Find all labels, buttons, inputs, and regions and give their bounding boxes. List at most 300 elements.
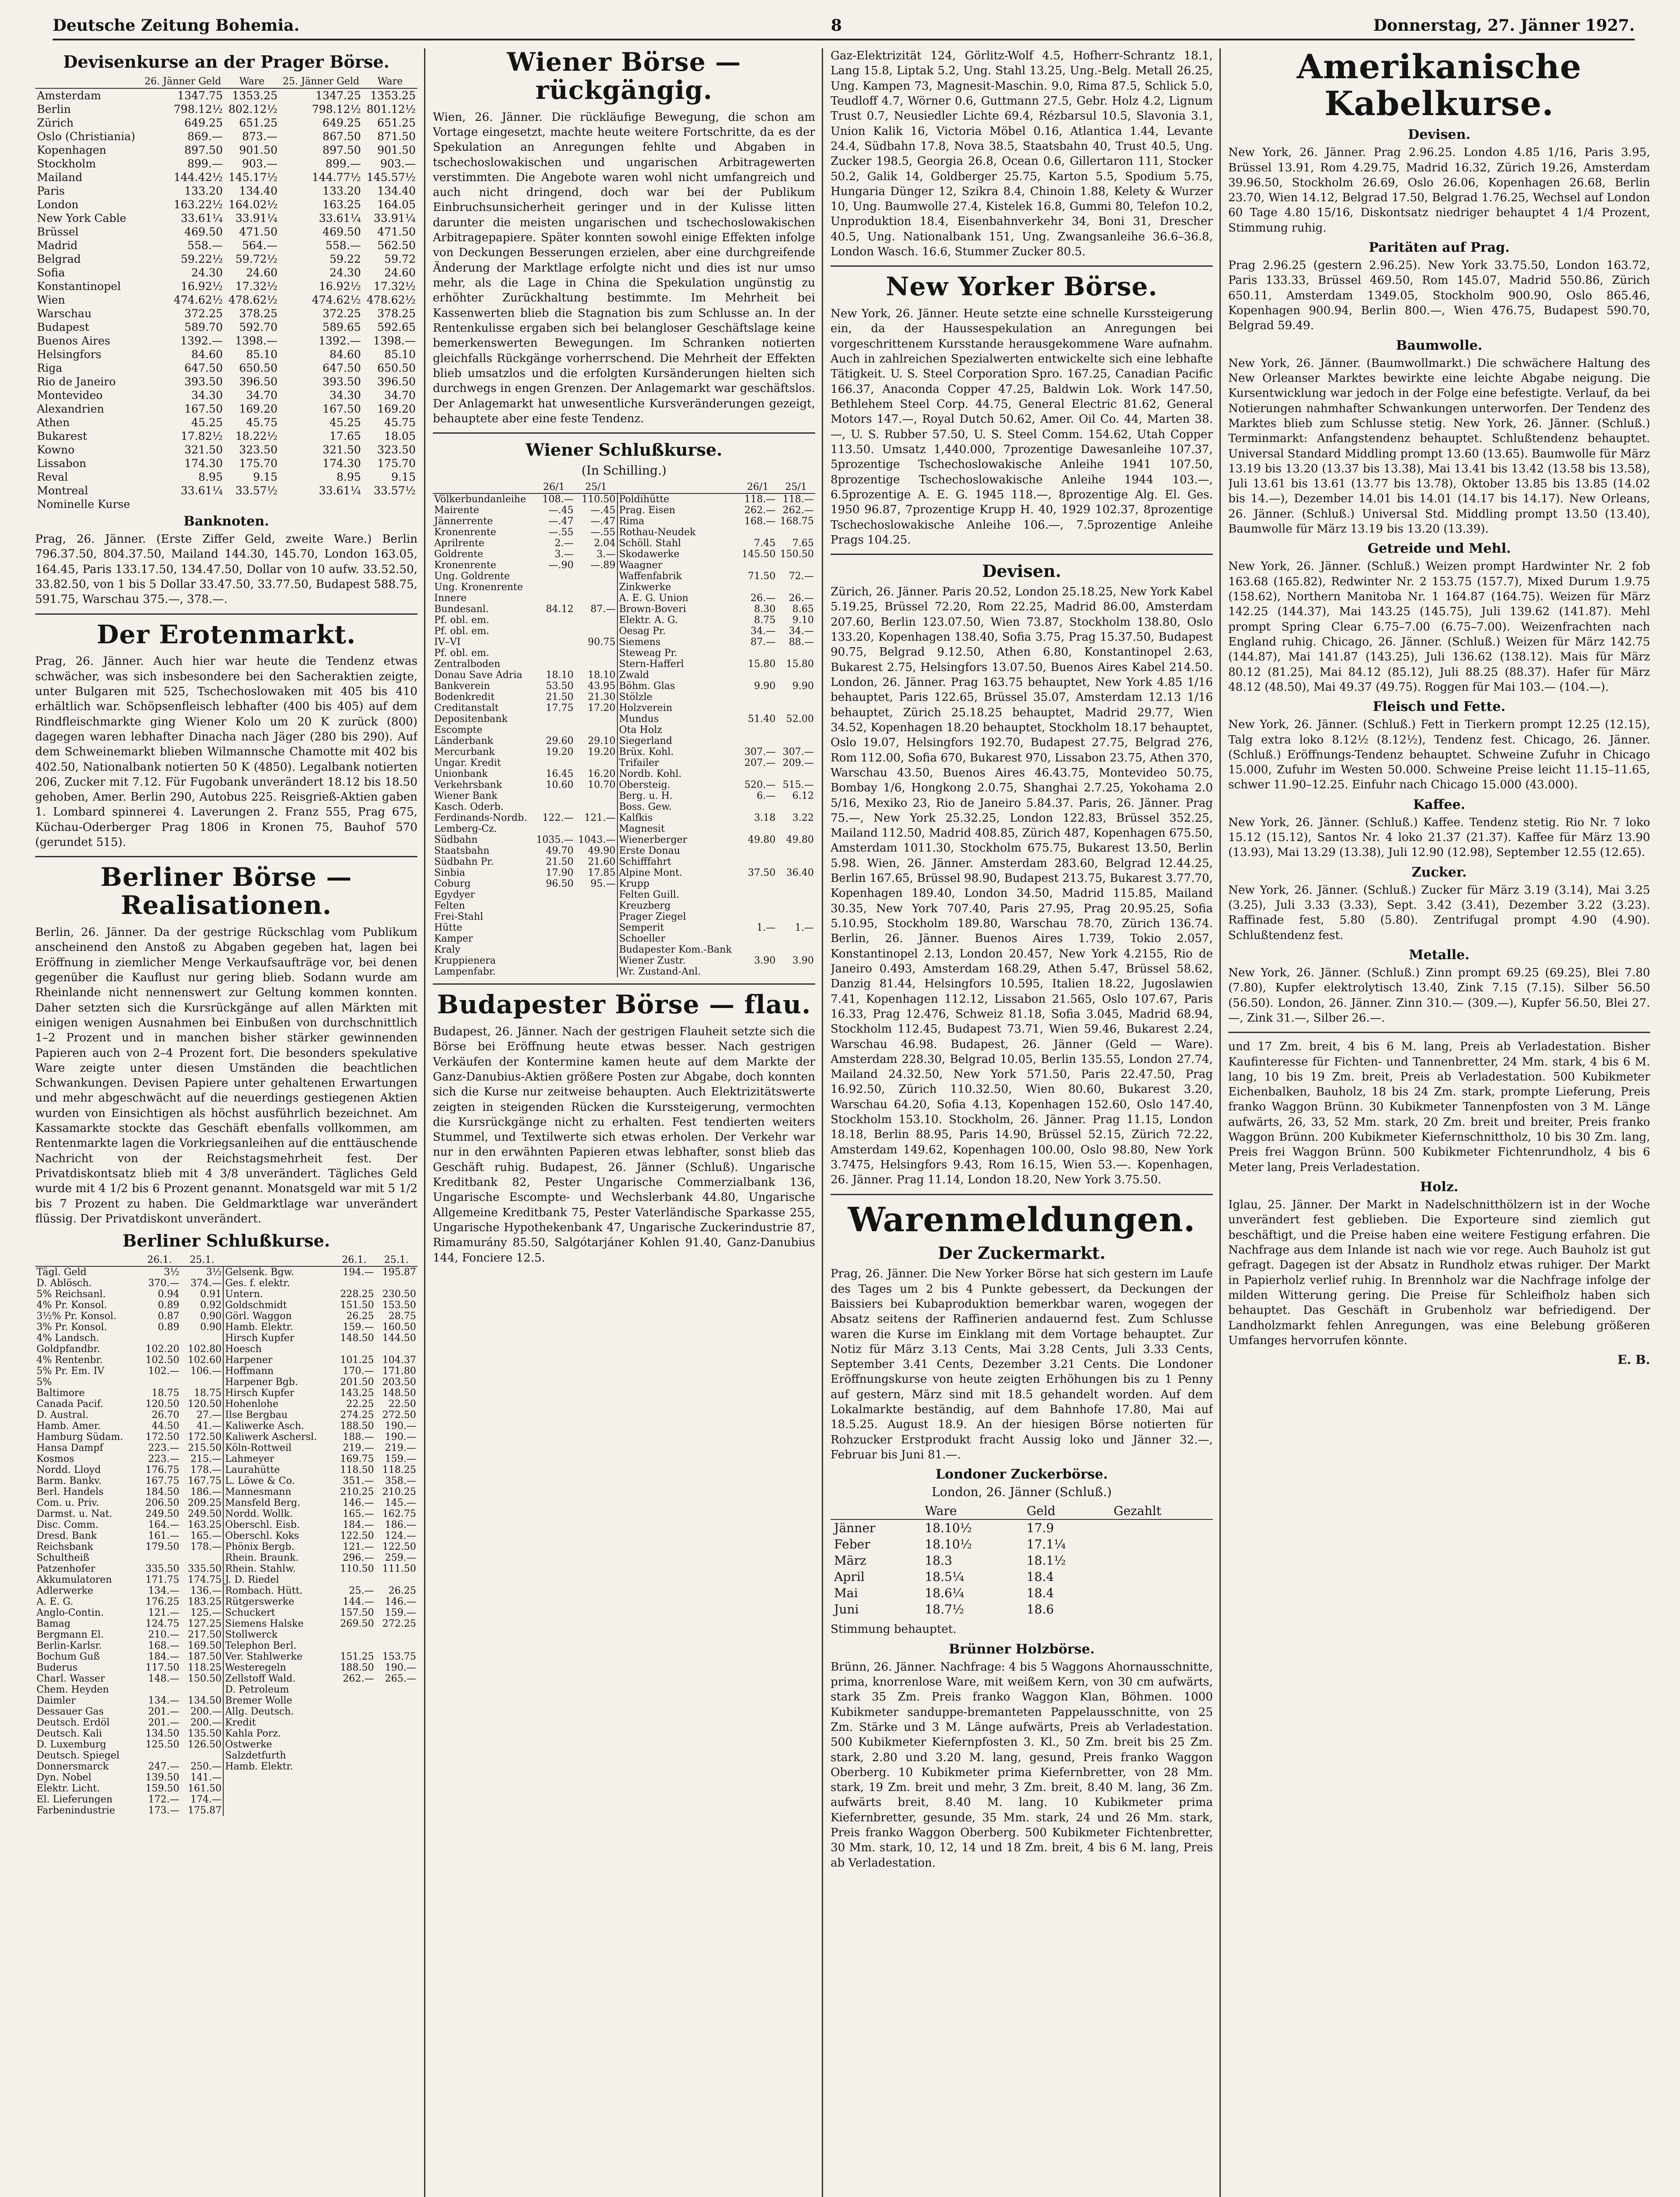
berliner-schluss-cell: Rütgerswerke (223, 1596, 333, 1607)
am-devisen-text: New York, 26. Jänner. Prag 2.96.25. London 4.85 1/16, Paris 3.95, Brüssel 13.91, Rom 4.29.75, Madrid 16.32, Zürich 19.26, Amsterdam 39.96.50, Stockholm 26.69, Oslo 26.06, Kopenhagen 26.68, Berlin 23.70, Wien 14.12, Belgrad 17.50, Belgrad 1.76.25, Wechsel auf London 60 Tage 4.80 15/16, Diskontsatz niedriger behauptet 4 1/4 Prozent, Stimmung ruhig. (1228, 146, 1650, 235)
berliner-schluss-cell (138, 1333, 181, 1344)
wiener-schluss-cell: 72.— (789, 571, 814, 582)
wiener-schluss-cell: Stölzle (617, 692, 739, 703)
budapester-boerse-text: Budapest, 26. Jänner. Nach der gestrigen Flauheit setzte sich die Börse bei Eröffnung heute etwas besser. Nach gestrigen Verkäufen der Kontermine kamen heute auf dem Markte der Ganz-Danubius-Aktien größere Posten zur Abgabe, doch konnten sich die Kurse nur zeitweise behaupten. Auch Elektrizitätswerte zeigten in steigenden Rücken die Kurssteigerung, vermochten die Kursrückgänge nicht zu erhalten. Fest tendierten weiters Stummel, und Textilwerte sich etwas erholen. Der Verkehr war nur in den erwähnten Papieren etwas lebhafter, sonst blieb das Geschäft ruhig. Budapest, 26. Jänner (Schluß). Ungarische Kreditbank 82, Pester Ungarische Commerzialbank 136, Ungarische Escompte- und Wechslerbank 44.80, Ungarische Allgemeine Kreditbank 75, Pester Vaterländische Sparkasse 255, Ungarische Hypothekenbank 47, Ungarische Zuckerindustrie 87, Rimamurány 85.50, Salgótarjáner Kohlen 91.40, Ganz-Danubius 144, Fonciere 12.5. (433, 1025, 815, 1265)
berliner-schluss-cell: 102.50 (145, 1355, 180, 1366)
berliner-schluss-row (35, 1377, 417, 1388)
devisenkurse-cell: Reval (37, 471, 68, 483)
berliner-schluss-row (35, 1673, 417, 1684)
berliner-schluss-cell: Kaliwerke Asch. (223, 1421, 333, 1432)
wiener-schluss-cell (777, 582, 815, 593)
wiener-schluss-cell: Schoeller (617, 933, 739, 944)
devisenkurse-cell: London (37, 198, 79, 211)
devisenkurse-cell (363, 497, 417, 511)
berliner-schluss-cell: Gelsenk. Bgw. (223, 1266, 333, 1278)
wiener-schluss-cell: 10.70 (588, 779, 616, 791)
berliner-schluss-row (35, 1574, 417, 1585)
devisenkurse-cell: Riga (37, 362, 62, 374)
berliner-schluss-cell: D. Petroleum (223, 1684, 333, 1695)
berliner-schluss-cell: Berlin-Karlsr. (36, 1640, 102, 1652)
berliner-schluss-cell: 183.25 (188, 1596, 222, 1608)
devisenkurse-cell: 873.— (242, 130, 278, 143)
devisenkurse-cell: 133.20 (322, 185, 361, 197)
berliner-schluss-cell: 190.— (385, 1421, 416, 1432)
wiener-schluss-cell: 3.90 (792, 955, 814, 967)
section-title-getreide: Getreide und Mehl. (1367, 541, 1511, 557)
devisenkurse-cell: 592.70 (239, 321, 278, 334)
berliner-schluss-cell (138, 1377, 181, 1388)
wiener-schluss-cell (533, 823, 575, 834)
devisenkurse-cell: 175.70 (239, 457, 278, 470)
section-title-metalle: Metalle. (1409, 947, 1470, 963)
wiener-schluss-cell (575, 626, 617, 637)
devisenkurse-row (35, 102, 417, 116)
londoner-zucker-col-header: Ware (921, 1503, 1023, 1519)
berliner-schluss-cell: 117.50 (145, 1662, 180, 1674)
wiener-schluss-cell: 49.80 (747, 834, 776, 846)
devisenkurse-row (35, 484, 417, 497)
berliner-schluss-cell: 161.50 (188, 1783, 222, 1795)
berliner-schluss-cell: 188.50 (340, 1421, 374, 1432)
berliner-schluss-cell: 124.— (385, 1530, 416, 1542)
devisenkurse-cell: 378.25 (377, 307, 416, 320)
berliner-schluss-cell: 134.50 (188, 1695, 222, 1707)
wiener-schluss-cell: 21.60 (588, 856, 616, 868)
berliner-schluss-cell: 162.75 (382, 1508, 416, 1520)
berliner-schluss-cell: 102.— (148, 1366, 180, 1377)
devisenkurse-cell: 134.40 (239, 185, 278, 197)
wiener-schluss-cell: 17.75 (546, 703, 574, 714)
wiener-schluss-cell: Oesag Pr. (617, 626, 739, 637)
berliner-schluss-row (35, 1563, 417, 1574)
divider (35, 613, 417, 615)
berliner-schluss-cell: 118.25 (382, 1465, 416, 1476)
wiener-schluss-cell: Zinkwerke (617, 582, 739, 593)
berliner-schluss-cell: 153.75 (382, 1651, 416, 1663)
devisenkurse-row (35, 279, 417, 293)
berliner-schluss-cell: 272.25 (382, 1618, 416, 1630)
berliner-schluss-cell: Laurahütte (223, 1465, 333, 1476)
wiener-schluss-cell: 9.90 (792, 681, 814, 692)
berliner-schluss-cell: Westeregeln (223, 1662, 333, 1673)
wiener-schluss-cell: Skodawerke (617, 549, 739, 560)
berliner-schluss-cell: 201.— (148, 1717, 180, 1729)
berliner-schluss-cell: 135.50 (188, 1728, 222, 1740)
wiener-schluss-cell: 43.95 (588, 681, 616, 692)
wiener-schluss-cell: 88.— (789, 637, 814, 648)
wiener-schluss-cell: —.55 (548, 527, 574, 538)
devisenkurse-cell: 474.62½ (312, 294, 361, 306)
devisenkurse-cell: 469.50 (184, 225, 223, 238)
wiener-schluss-row (433, 922, 815, 933)
devisenkurse-cell: 802.12½ (228, 103, 278, 116)
wiener-schluss-cell: Mairente (434, 505, 479, 516)
devisenkurse-cell: 1398.— (373, 334, 416, 347)
londoner-zucker-cell: 18.4 (1026, 1586, 1054, 1601)
wiener-schluss-row (433, 867, 815, 878)
wiener-schluss-cell: —.55 (590, 527, 616, 538)
berliner-schluss-cell: 159.— (342, 1322, 374, 1333)
berliner-schluss-cell: Bergmann El. (36, 1629, 104, 1641)
wiener-schluss-cell: 150.50 (780, 549, 814, 560)
devisenkurse-cell: 897.50 (184, 144, 223, 156)
wiener-schluss-row (433, 911, 815, 922)
berliner-schluss-row (35, 1432, 417, 1443)
berliner-schluss-cell: 4% Landsch. (36, 1333, 99, 1344)
londoner-zucker-col-header: Gezahlt (1110, 1503, 1213, 1519)
wiener-schluss-cell: 3.18 (754, 812, 776, 824)
wiener-schluss-cell: Länderbank (434, 736, 493, 747)
devisenkurse-row (35, 416, 417, 429)
wiener-schluss-cell: Obersteig. (617, 779, 739, 790)
wiener-schluss-cell: Krupp (617, 878, 739, 889)
berliner-schluss-cell: 176.75 (145, 1465, 180, 1476)
berliner-schluss-col-header: 25.1. (375, 1254, 417, 1266)
berliner-schluss-cell: Zellstoff Wald. (223, 1673, 333, 1684)
devisenkurse-cell: 59.22½ (181, 253, 223, 265)
berliner-schluss-cell: 134.— (148, 1585, 180, 1597)
berliner-schluss-cell: Buderus (36, 1662, 78, 1674)
wiener-schluss-cell: Wienerberger (617, 834, 739, 845)
berliner-schluss-cell: Nordd. Lloyd (36, 1465, 101, 1476)
wiener-schluss-row (433, 725, 815, 736)
berliner-schluss-cell: 215.— (190, 1454, 222, 1465)
devisenkurse-cell: 24.30 (329, 266, 361, 279)
berliner-schluss-row (35, 1344, 417, 1355)
devisenkurse-cell: Bukarest (37, 430, 87, 442)
wiener-schluss-cell (739, 966, 777, 977)
berliner-schluss-cell: Lahmeyer (223, 1454, 333, 1465)
berliner-schluss-cell: 153.50 (382, 1300, 416, 1311)
devisenkurse-cell: 134.40 (377, 185, 416, 197)
berliner-schluss-cell: 120.50 (188, 1399, 222, 1410)
berliner-schluss-cell (333, 1278, 375, 1289)
berliner-schluss-cell: 201.— (148, 1706, 180, 1718)
berliner-schluss-cell: 26.25 (346, 1311, 374, 1322)
devisenkurse-row (35, 497, 417, 511)
wiener-schluss-cell: Goldrente (434, 549, 483, 560)
londoner-zucker-cell: 18.6 (1026, 1602, 1054, 1617)
wiener-schluss-cell (575, 801, 617, 812)
wiener-schluss-cell: Semperit (617, 922, 739, 933)
londoner-zucker-cell: 18.4 (1026, 1570, 1054, 1584)
divider (1228, 1032, 1650, 1033)
wiener-schluss-col-header: 26/1 (739, 481, 777, 493)
devisenkurse-cell: 478.62½ (366, 294, 416, 306)
berliner-schluss-cell: 22.50 (388, 1399, 416, 1410)
wiener-schluss-cell (739, 560, 777, 571)
londoner-zucker-row (831, 1585, 1213, 1601)
berliner-schluss-row (35, 1618, 417, 1629)
berliner-schluss-cell: Daimler (36, 1695, 76, 1707)
berliner-schluss-cell: 262.— (342, 1673, 374, 1685)
berliner-schluss-cell: Hansa Dampf (36, 1443, 103, 1454)
berliner-schluss-row (35, 1596, 417, 1607)
wiener-schluss-cell: —.47 (590, 516, 616, 527)
berliner-schluss-cell (181, 1377, 223, 1388)
devisenkurse-cell: 145.17½ (228, 171, 278, 184)
wiener-schluss-row (433, 560, 815, 571)
berliner-schluss-cell: Goldpfandbr. (36, 1344, 100, 1355)
section-title-berliner-boerse: Berliner Börse — Realisationen. (100, 862, 352, 921)
berliner-schluss-cell: 186.— (190, 1486, 222, 1498)
berliner-schluss-cell: Untern. (223, 1289, 333, 1300)
devisenkurse-cell: 1347.25 (316, 89, 361, 102)
berliner-schluss-cell: 184.— (148, 1651, 180, 1663)
wiener-schluss-cell: 17.85 (588, 867, 616, 879)
berliner-schluss-cell: 0.92 (200, 1300, 222, 1311)
wiener-schluss-cell: 49.90 (588, 845, 616, 857)
iglau-holz-text: Iglau, 25. Jänner. Der Markt in Nadelschnitthölzern ist in der Woche unverändert fest geblieben. Die Exporteure sind ziemlich gut beschäftigt, und die Preise haben eine weitere Festigung erfahren. Die Nachfrage aus dem Inlande ist nach wie vor rege. Auch Bauholz ist gut gefragt. Dagegen ist der Absatz in Rundholz etwas ruhiger. Der Markt in Papierholz verlief ruhig. In Brennholz war die Nachfrage infolge der milden Witterung gering. Die Preise für Schleifholz haben sich behauptet. Das Geschäft in Grubenholz war befriedigend. Der Landholzmarkt fehlen Anregungen, was eine Belebung größeren Umfanges hervorrufen könnte. (1228, 1198, 1650, 1347)
berliner-schluss-cell: Hamburg Südam. (36, 1432, 123, 1443)
devisenkurse-row (35, 88, 417, 102)
devisenkurse-cell: Montreal (37, 484, 88, 497)
wiener-schluss-cell: 17.20 (588, 703, 616, 714)
londoner-zucker-cell: 18.3 (925, 1553, 952, 1568)
wiener-schluss-cell: Unionbank (434, 769, 488, 780)
column-1 (35, 48, 417, 2197)
devisenkurse-cell: 903.— (242, 157, 278, 170)
devisenkurse-cell: 562.50 (377, 239, 416, 252)
wiener-schluss-cell (739, 845, 777, 856)
berliner-schluss-cell: Stollwerck (223, 1629, 333, 1640)
section-title-zuckermarkt: Der Zuckermarkt. (938, 1243, 1106, 1263)
londoner-zucker-cell: 18.6¼ (925, 1586, 964, 1601)
berliner-schluss-cell: 358.— (385, 1476, 416, 1487)
devisenkurse-cell: 8.95 (336, 471, 361, 483)
wiener-schluss-cell (575, 889, 617, 900)
devisenkurse-row (35, 130, 417, 143)
devisenkurse-cell: 18.05 (384, 430, 416, 442)
londoner-zucker-row (831, 1519, 1213, 1536)
londoner-zucker-row (831, 1552, 1213, 1569)
berliner-schluss-cell: 134.50 (145, 1728, 180, 1740)
berliner-schluss-cell (223, 1805, 333, 1816)
berliner-schluss-cell: 335.50 (145, 1563, 180, 1575)
erotenmarkt-text: Prag, 26. Jänner. Auch hier war heute die Tendenz etwas schwächer, was sich insbesondere bei den Sacheraktien zeigte, unter Bulgaren mit 525, Tschechoslowaken mit 405 bis 410 erhältlich war. Schöpsenfleisch lebhafter (400 bis 405) auf dem Rindfleischmarkte ging Wiener Kolo um 20 K zurück (800) dagegen waren lebhafter Dinacha nach Jäger (280 bis 290). Auf dem Schweinemarkt blieben Wilmannsche Chamotte mit 402 bis 402.50, Nationalbank notierten 50 K (4850). Legalbank notierten 206, Zucker mit 7.12. Für Fugobank unverändert 18.12 bis 18.50 gehoben, Amer. Berlin 290, Autobus 225. Reisgrieß-Aktien gaben 1. Lombard spinnerei 4. Laverungen 2. Franz 555, Prag 675, Küchau-Oderberger Prag 1806 in Kronen 75, Bauhof 570 (gerundet 515). (35, 655, 417, 849)
berliner-schluss-cell (375, 1574, 417, 1585)
devisenkurse-cell: 33.57½ (235, 484, 278, 497)
berliner-schluss-cell: 151.25 (340, 1651, 374, 1663)
column-4 (1228, 48, 1650, 2197)
devisenkurse-cell: 34.30 (329, 389, 361, 402)
berliner-schluss-cell: 124.75 (145, 1618, 180, 1630)
wiener-schluss-cell: 37.50 (747, 867, 776, 879)
berliner-schluss-cell: Ges. f. elektr. (223, 1278, 333, 1289)
wiener-schluss-cell: Siemens (617, 637, 739, 648)
berliner-schluss-cell: 144.— (342, 1596, 374, 1608)
devisenkurse-cell: 169.20 (377, 402, 416, 415)
wiener-schluss-cell (777, 736, 815, 747)
berliner-schluss-cell: Berl. Handels (36, 1486, 104, 1498)
wiener-schluss-cell: Ung. Goldrente (434, 571, 510, 582)
devisenkurse-cell: New York Cable (37, 212, 127, 225)
berliner-schluss-cell (375, 1761, 417, 1772)
wiener-schluss-cell: 34.— (750, 626, 776, 637)
wiener-schluss-row (433, 593, 815, 604)
wiener-schluss-cell (739, 933, 777, 944)
wiener-schluss-cell: Lampenfabr. (434, 966, 496, 978)
author-signature: E. B. (1617, 1352, 1650, 1367)
berliner-schluss-cell: 195.87 (382, 1267, 416, 1278)
berliner-schluss-cell (138, 1552, 181, 1563)
wiener-schluss-cell (575, 790, 617, 801)
wiener-schluss-row (433, 955, 815, 966)
devisenkurse-cell: 378.25 (239, 307, 278, 320)
devisenkurse-cell: 33.91¼ (235, 212, 278, 225)
berliner-schluss-cell: 3½ (163, 1267, 180, 1278)
berliner-schluss-cell: Deutsch. Kali (36, 1728, 102, 1740)
berliner-schluss-row (35, 1607, 417, 1618)
berliner-schluss-cell: 206.50 (145, 1497, 180, 1509)
devisenkurse-cell: Brüssel (37, 225, 79, 238)
berliner-schluss-cell: 215.50 (188, 1443, 222, 1454)
devisenkurse-cell: Sofia (37, 266, 65, 279)
berliner-schluss-cell: Hoesch (223, 1344, 333, 1355)
berliner-schluss-cell: 168.— (148, 1640, 180, 1652)
wiener-schluss-cell (739, 911, 777, 922)
devisenkurse-cell: Belgrad (37, 253, 81, 265)
wiener-schluss-cell: 49.70 (546, 845, 574, 857)
wiener-schluss-cell: Bundesanl. (434, 604, 489, 615)
wiener-schluss-row (433, 889, 815, 900)
devisenkurse-cell: 164.02½ (228, 198, 278, 211)
berliner-schluss-row (35, 1783, 417, 1794)
wiener-schluss-row (433, 900, 815, 911)
devisenkurse-cell: 469.50 (322, 225, 361, 238)
devisenkurse-cell: 393.50 (322, 375, 361, 388)
wiener-schluss-cell (739, 582, 777, 593)
berliner-schluss-cell: Barm. Bankv. (36, 1476, 102, 1487)
berliner-schluss-cell: Siemens Halske (223, 1618, 333, 1629)
berliner-schluss-cell: 118.50 (340, 1465, 374, 1476)
wiener-schluss-cell: 110.50 (581, 494, 616, 505)
devisenkurse-cell: 175.70 (377, 457, 416, 470)
devisenkurse-cell: Athen (37, 416, 70, 429)
wiener-schluss-cell: 21.50 (546, 856, 574, 868)
berliner-schluss-cell: 136.— (190, 1585, 222, 1597)
berliner-schluss-row (35, 1476, 417, 1486)
wiener-schluss-cell: Alpine Mont. (617, 867, 739, 878)
londoner-zucker-cell: März (834, 1553, 867, 1568)
devisenkurse-col-header: 26. Jänner Geld (141, 75, 225, 88)
devisenkurse-cell: 45.75 (384, 416, 416, 429)
wiener-schluss-cell (777, 692, 815, 703)
wiener-schluss-cell: 16.45 (546, 769, 574, 780)
devisenkurse-cell: Wien (37, 294, 65, 306)
wiener-schluss-cell: Magnesit (617, 823, 739, 834)
berliner-schluss-cell: 187.50 (188, 1651, 222, 1663)
berliner-schluss-cell: Ilse Bergbau (223, 1410, 333, 1421)
wiener-schluss-cell: 21.50 (546, 692, 574, 703)
wiener-schluss-cell: Wr. Zustand-Anl. (617, 966, 739, 977)
wiener-schluss-cell: 49.80 (786, 834, 814, 846)
wiener-schluss-cell: 15.80 (786, 659, 814, 670)
wiener-schluss-cell: —.47 (548, 516, 574, 527)
wiener-schluss-cell (777, 801, 815, 812)
devisenkurse-cell: 24.30 (191, 266, 223, 279)
berliner-schluss-cell: Harpener Bgb. (223, 1377, 333, 1388)
berliner-schluss-cell: 3% Pr. Konsol. (36, 1322, 107, 1333)
berliner-schluss-row (35, 1541, 417, 1552)
berliner-schluss-cell: 5% (36, 1377, 52, 1388)
devisenkurse-cell: 17.32½ (235, 280, 278, 293)
brunner-holz-text: Brünn, 26. Jänner. Nachfrage: 4 bis 5 Waggons Ahornausschnitte, prima, knorrenlose Ware, mit weißem Kern, von 30 cm aufwärts, stark 35 Zm. Preis franko Waggon Klan, Böhmen. 1000 Kubikmeter sanduppe-bremanteten Pappelausschnitte, von 25 Zm. Stärke und 3 M. Länge aufwärts, Preis ab Verladestation. 500 Kubikmeter Kiefernpfosten 3. Kl., 50 Zm. breit bis 25 Zm. stark, 2.80 und 3.20 M. lang, gesund, Preis franko Waggon Oberberg. 10 Kubikmeter prima Kiefernbretter, von 28 Mm. stark, 19 Zm. breit und mehr, 3 Zm. breit, 8.40 M. lang, 36 Zm. aufwärts breit, 8.40 M. lang. 10 Kubikmeter prima Kiefernbretter, gesunde, 35 Mm. stark, 24 und 26 Mm. stark, Preis franko Waggon Oberberg. 500 Kubikmeter Fichtenbretter, 30 Mm. stark, 10, 12, 14 und 18 Zm. breit, 4 bis 6 M. lang, Preis ab Verladestation. (831, 1660, 1213, 1870)
wiener-schluss-cell: 262.— (783, 505, 814, 516)
devisenkurse-cell: 798.12½ (312, 103, 361, 116)
wiener-schluss-cell (739, 670, 777, 681)
wiener-schluss-cell: 307.— (783, 747, 814, 758)
berliner-schluss-cell: Rhein. Braunk. (223, 1552, 333, 1563)
devisenkurse-cell: 649.25 (322, 116, 361, 129)
wiener-schluss-cell (533, 966, 575, 977)
wiener-boerse-text: Wien, 26. Jänner. Die rückläufige Bewegung, die schon am Vortage eingesetzt, machte heute weitere Fortschritte, da es der Spekulation an Anregungen fehlte und Abgaben in tschechoslowakischen und ungarischen Arbitragewerten verstimmten. Die Angebote waren wohl nicht umfangreich und auch nicht dringend, doch war bei der Publikum Einbruchsunsicherheit geringer und in der Kulisse litten darunter die meisten ungarischen und tschechoslowakischen Arbitragepapiere. Später konnten sowohl einige Effekten infolge von Deckungen Besserungen erzielen, aber eine durchgreifende Änderung der Marktlage erfolgte nicht und dies ist nur umso mehr, als die Lage in China die Spekulation ungünstig zu erhöhter Zurückhaltung bestimmte. Im Mehrheit bei Kassenwerten blieb die Stagnation bis zum Schlusse an. In der Rentenkulisse ergaben sich bei belangloser Geschäftslage keine bemerkenswerten Bewegungen. Im Schranken notierten gleichfalls Rückgänge vorherrschend. Die Mehrheit der Effekten blieb umsatzlos und die erfolgten Kursänderungen hielten sich durchwegs in engen Grenzen. Der Anlagemarkt war geschäftslos. Der Anlagemarkt hat unwesentliche Kursveränderungen gezeigt, behauptete aber eine feste Tendenz. (433, 110, 815, 425)
devisenkurse-cell: Zürich (37, 116, 74, 129)
metalle-text: New York, 26. Jänner. (Schluß.) Zinn prompt 69.25 (69.25), Blei 7.80 (7.80), Kupfer elektrolytisch 13.40, Zink 7.15 (7.15). Silber 56.50 (56.50). London, 26. Jänner. Zinn 310.— (309.—), Kupfer 56.50, Blei 27.—, Zink 31.—, Silber 26.—. (1228, 966, 1650, 1025)
berliner-schluss-cell: 335.50 (188, 1563, 222, 1575)
devisenkurse-cell: Stockholm (37, 157, 96, 170)
devisenkurse-cell: Konstantinopel (37, 280, 121, 293)
section-title-new-yorker-boerse: New Yorker Börse. (885, 272, 1158, 302)
berliner-schluss-cell (375, 1640, 417, 1651)
berliner-schluss-cell: 101.25 (340, 1355, 374, 1366)
wiener-schluss-row (433, 626, 815, 637)
section-title-kaffee: Kaffee. (1413, 797, 1466, 812)
section-title-am-devisen: Devisen. (1408, 127, 1471, 143)
berliner-schluss-cell (333, 1717, 375, 1728)
wiener-schluss-cell: Depositenbank (434, 714, 508, 725)
wiener-schluss-row (433, 779, 815, 790)
wiener-schluss-cell: Poldihütte (617, 493, 739, 505)
wiener-schluss-cell (777, 560, 815, 571)
berliner-schluss-cell: Patzenhofer (36, 1563, 95, 1575)
wiener-schluss-cell: 8.30 (754, 604, 776, 615)
wiener-schluss-cell: Holzverein (617, 703, 739, 714)
devisenkurse-cell: 59.72½ (235, 253, 278, 265)
devisenkurse-cell: 798.12½ (174, 103, 223, 116)
devisenkurse-cell: Buenos Aires (37, 334, 110, 347)
wiener-schluss-cell (739, 856, 777, 867)
berliner-schluss-cell: 247.— (148, 1761, 180, 1773)
wiener-schluss-row (433, 933, 815, 944)
berliner-schluss-cell: 3½ (206, 1267, 222, 1278)
wiener-schluss-row (433, 659, 815, 670)
berliner-schluss-row (35, 1772, 417, 1783)
berliner-schluss-cell: Adlerwerke (36, 1585, 94, 1597)
wiener-schluss-col-header (617, 481, 739, 493)
berliner-schluss-row (35, 1728, 417, 1739)
devisenkurse-cell: 396.50 (239, 375, 278, 388)
berliner-schluss-cell (375, 1772, 417, 1783)
wiener-schluss-cell (777, 823, 815, 834)
berliner-schluss-cell: 148.— (148, 1673, 180, 1685)
berliner-schluss-cell: Charl. Wasser (36, 1673, 105, 1685)
section-title-berliner-schluss: Berliner Schlußkurse. (122, 1231, 330, 1251)
berliner-schluss-row (35, 1805, 417, 1816)
berliner-schluss-cell: 200.— (190, 1717, 222, 1729)
devisenkurse-cell: 372.25 (322, 307, 361, 320)
wiener-schluss-cell: Kruppienera (434, 955, 496, 967)
wiener-schluss-cell: 51.40 (747, 714, 776, 725)
devisenkurse-cell: 323.50 (239, 443, 278, 456)
devisenkurse-table (35, 75, 417, 511)
wiener-schluss-cell (739, 736, 777, 747)
devisenkurse-cell: 16.92½ (319, 280, 361, 293)
berliner-schluss-col-header (223, 1254, 333, 1266)
berliner-schluss-cell: 200.— (190, 1706, 222, 1718)
devisenkurse-cell: 589.65 (322, 321, 361, 334)
berliner-schluss-cell: 141.— (190, 1772, 222, 1784)
